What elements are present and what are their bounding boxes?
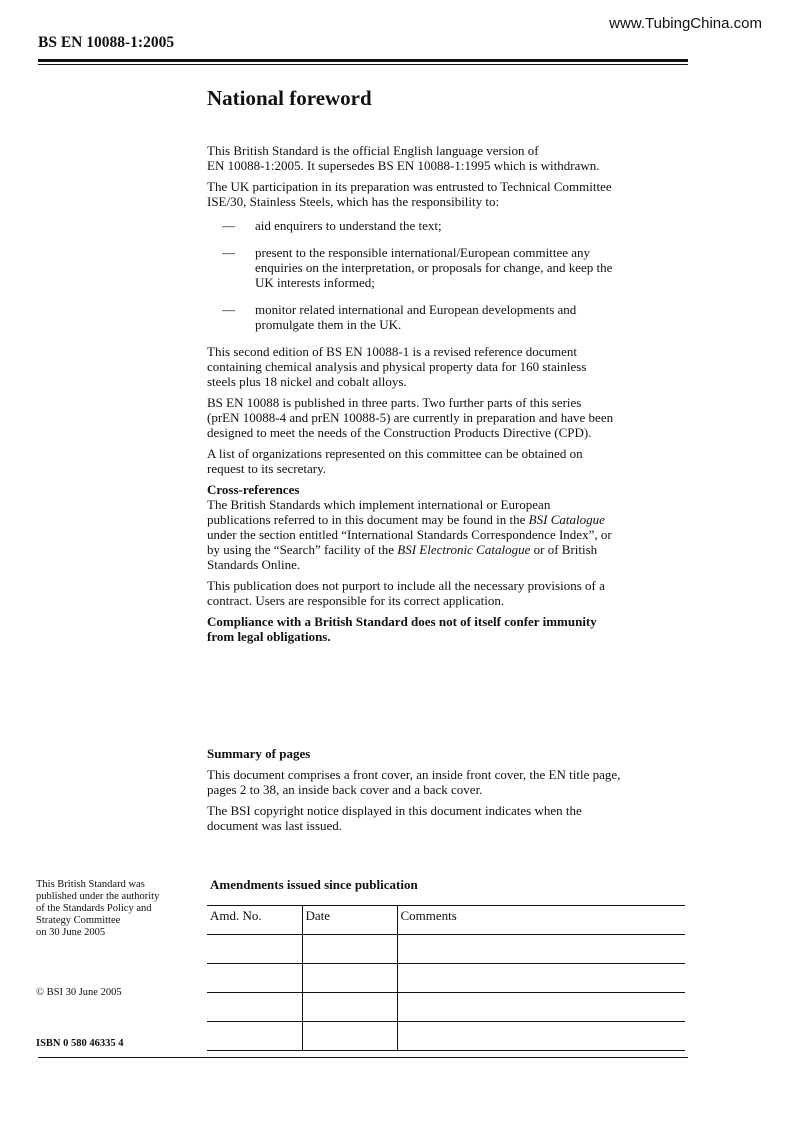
text-line: publications referred to in this document may be found in the (207, 512, 529, 527)
column-header-amd-no: Amd. No. (207, 906, 302, 935)
table-header-row (207, 906, 685, 935)
column-header-comments: Comments (397, 906, 685, 935)
table-row (207, 935, 685, 964)
table-cell (397, 1022, 685, 1051)
text-line: contract. Users are responsible for its correct application. (207, 593, 505, 608)
text-line: promulgate them in the UK. (255, 317, 402, 332)
intro-paragraph (207, 143, 692, 173)
copyright-notice-paragraph (207, 803, 692, 833)
text-line: Strategy Committee (36, 915, 121, 926)
watermark-url[interactable]: www.TubingChina.com (609, 15, 762, 32)
text-line: document was last issued. (207, 818, 343, 833)
table-cell (302, 993, 397, 1022)
table-cell (397, 964, 685, 993)
list-item (207, 245, 692, 290)
table-cell (302, 935, 397, 964)
text-line: or of British (530, 542, 598, 557)
summary-paragraph (207, 767, 692, 797)
page-title: National foreword (207, 86, 372, 110)
footer-rule (38, 1057, 688, 1058)
text-line: from legal obligations. (207, 629, 331, 644)
dash-bullet: — (222, 245, 235, 260)
column-header-date: Date (302, 906, 397, 935)
compliance-statement (207, 614, 692, 644)
text-line: (prEN 10088-4 and prEN 10088-5) are currently in preparation and have been (207, 410, 614, 425)
provisions-paragraph (207, 578, 692, 608)
text-line: This second edition of BS EN 10088-1 is a revised reference document (207, 344, 578, 359)
text-line: designed to meet the needs of the Construction Products Directive (CPD). (207, 425, 592, 440)
text-line: containing chemical analysis and physical property data for 160 stainless (207, 359, 587, 374)
parts-paragraph (207, 395, 692, 440)
text-line: This British Standard was (36, 879, 145, 890)
text-line: on 30 June 2005 (36, 927, 106, 938)
summary-heading: Summary of pages (207, 746, 311, 761)
text-line: enquiries on the interpretation, or proposals for change, and keep the (255, 260, 613, 275)
cross-references-heading: Cross-references (207, 482, 300, 497)
text-line: present to the responsible international/European committee any (255, 245, 591, 260)
amendments-section (207, 877, 685, 1051)
header-rule-thick (38, 59, 688, 62)
table-row (207, 993, 685, 1022)
text-line: EN 10088-1:2005. It supersedes BS EN 10088-1:1995 which is withdrawn. (207, 158, 600, 173)
text-line: aid enquirers to understand the text; (255, 218, 442, 233)
text-line: The British Standards which implement international or European (207, 497, 551, 512)
copyright-line: © BSI 30 June 2005 (36, 987, 122, 998)
list-item (207, 302, 692, 332)
text-line: Compliance with a British Standard does not of itself confer immunity (207, 614, 597, 629)
summary-section (207, 746, 692, 839)
text-line: monitor related international and European developments and (255, 302, 577, 317)
text-line: BS EN 10088 is published in three parts. Two further parts of this series (207, 395, 582, 410)
main-content (207, 84, 692, 650)
text-line: A list of organizations represented on this committee can be obtained on (207, 446, 583, 461)
responsibility-list (207, 218, 692, 332)
text-line: Standards Online. (207, 557, 301, 572)
bsi-electronic-catalogue-ref: BSI Electronic Catalogue (397, 542, 531, 557)
text-line: of the Standards Policy and (36, 903, 152, 914)
text-line: by using the “Search” facility of the (207, 542, 398, 557)
text-line: pages 2 to 38, an inside back cover and a back cover. (207, 782, 483, 797)
text-line: This document comprises a front cover, an inside front cover, the EN title page, (207, 767, 621, 782)
text-line: ISE/30, Stainless Steels, which has the responsibility to: (207, 194, 500, 209)
table-cell (302, 964, 397, 993)
publication-authority (36, 879, 201, 939)
amendments-table (207, 905, 685, 1051)
text-line: The UK participation in its preparation was entrusted to Technical Committee (207, 179, 612, 194)
text-line: This publication does not purport to include all the necessary provisions of a (207, 578, 605, 593)
table-cell (397, 935, 685, 964)
bsi-catalogue-ref: BSI Catalogue (528, 512, 605, 527)
table-cell (207, 993, 302, 1022)
table-row (207, 1022, 685, 1051)
amendments-heading: Amendments issued since publication (210, 877, 418, 892)
cross-references-paragraph (207, 497, 692, 572)
dash-bullet: — (222, 218, 235, 233)
text-line: under the section entitled “International Standards Correspondence Index”, or (207, 527, 612, 542)
text-line: steels plus 18 nickel and cobalt alloys. (207, 374, 407, 389)
dash-bullet: — (222, 302, 235, 317)
table-cell (207, 964, 302, 993)
document-id: BS EN 10088-1:2005 (38, 34, 175, 51)
table-cell (207, 935, 302, 964)
list-item (207, 218, 692, 233)
text-line: published under the authority (36, 891, 160, 902)
text-line: The BSI copyright notice displayed in this document indicates when the (207, 803, 582, 818)
text-line: request to its secretary. (207, 461, 326, 476)
table-cell (302, 1022, 397, 1051)
edition-paragraph (207, 344, 692, 389)
committee-list-paragraph (207, 446, 692, 476)
table-cell (207, 1022, 302, 1051)
isbn: ISBN 0 580 46335 4 (36, 1038, 124, 1049)
text-line: UK interests informed; (255, 275, 375, 290)
header-rule-thin (38, 64, 688, 65)
text-line: This British Standard is the official English language version of (207, 143, 539, 158)
table-cell (397, 993, 685, 1022)
table-row (207, 964, 685, 993)
participation-paragraph (207, 179, 692, 209)
